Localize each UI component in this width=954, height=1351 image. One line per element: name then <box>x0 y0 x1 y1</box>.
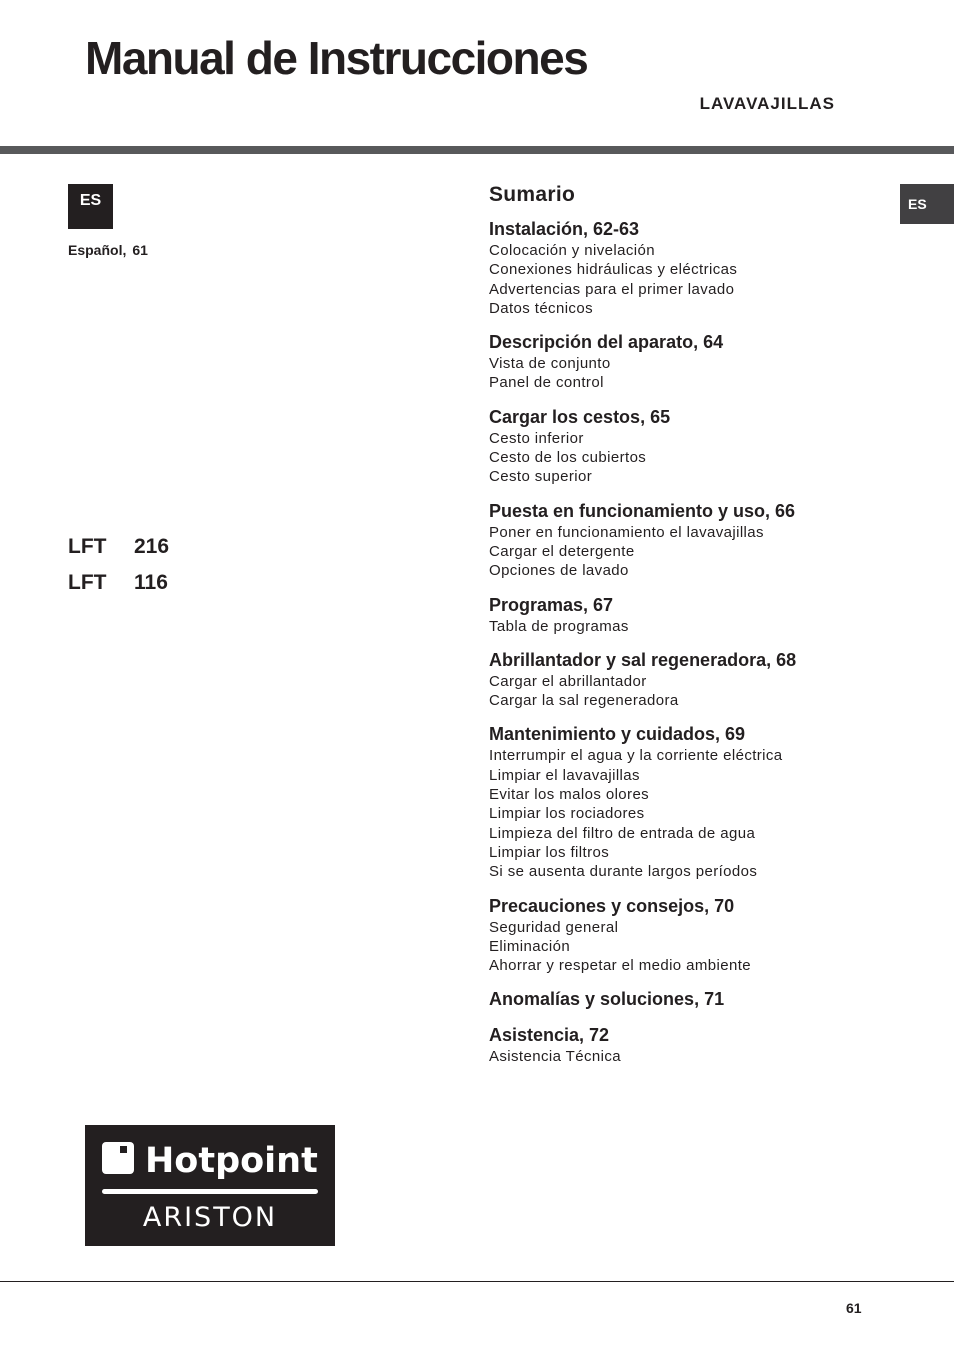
page-title: Manual de Instrucciones <box>85 32 588 84</box>
toc-section <box>489 723 889 881</box>
toc-subitem: Tabla de programas <box>489 617 629 635</box>
toc-subitem: Datos técnicos <box>489 299 593 317</box>
toc-subitem: Cesto superior <box>489 468 593 486</box>
model-list <box>68 535 169 607</box>
toc-section-title: Asistencia, 72 <box>489 1025 610 1046</box>
logo-square-icon <box>102 1142 134 1174</box>
toc-section-title: Mantenimiento y cuidados, 69 <box>489 724 746 745</box>
language-name: Español, <box>68 242 127 258</box>
logo-brand-bottom: ARISTON <box>142 1202 278 1233</box>
language-badge: ES <box>68 184 113 229</box>
language-page: 61 <box>132 242 148 258</box>
toc-subitem: Colocación y nivelación <box>489 242 655 259</box>
toc-subitem: Eliminación <box>489 937 571 955</box>
model-number: 116 <box>134 571 168 594</box>
toc-subitem: Evitar los malos olores <box>489 786 650 804</box>
toc-section <box>489 649 889 711</box>
toc-subitem: Poner en funcionamiento el lavavajillas <box>489 523 764 541</box>
product-category: LAVAVAJILLAS <box>699 94 835 113</box>
toc-heading: Sumario <box>489 183 576 206</box>
language-side-tab: ES <box>900 184 954 224</box>
toc-section <box>489 218 889 318</box>
hotpoint-ariston-logo <box>85 1125 335 1246</box>
toc-subitem: Seguridad general <box>489 918 619 936</box>
logo-divider <box>102 1189 318 1194</box>
toc-subitem: Interrumpir el agua y la corriente eléctrica <box>489 747 783 765</box>
model-entry <box>68 571 169 607</box>
logo-square-notch <box>120 1146 127 1153</box>
toc-subitem: Asistencia Técnica <box>489 1048 621 1066</box>
toc-subitem: Cargar el abrillantador <box>489 672 647 690</box>
toc-section <box>489 988 889 1011</box>
logo-brand-top: Hotpoint <box>145 1141 318 1181</box>
toc-subitem: Opciones de lavado <box>489 562 629 580</box>
toc-subitem: Conexiones hidráulicas y eléctricas <box>489 261 738 279</box>
language-index <box>68 242 148 258</box>
toc-subitem: Limpiar los filtros <box>489 843 610 861</box>
toc-section <box>489 1024 889 1066</box>
toc-subitem: Cesto inferior <box>489 429 584 447</box>
toc-subitem: Limpieza del filtro de entrada de agua <box>489 824 756 842</box>
brand-logo-graphic <box>85 1125 335 1246</box>
toc-section <box>489 594 889 636</box>
toc-subitem: Advertencias para el primer lavado <box>489 280 735 298</box>
page-number: 61 <box>846 1300 862 1316</box>
toc-section <box>489 500 889 581</box>
toc-subitem: Limpiar los rociadores <box>489 805 645 823</box>
table-of-contents <box>489 182 889 1080</box>
toc-subitem: Ahorrar y respetar el medio ambiente <box>489 957 752 975</box>
toc-section-title: Cargar los cestos, 65 <box>489 406 671 427</box>
model-code: LFT <box>68 535 107 558</box>
toc-sections <box>489 218 889 1067</box>
model-entry <box>68 535 169 571</box>
toc-section <box>489 406 889 487</box>
toc-section-title: Puesta en funcionamiento y uso, 66 <box>489 500 796 521</box>
toc-subitem: Cesto de los cubiertos <box>489 449 647 467</box>
footer-divider <box>0 1281 954 1282</box>
toc-subitem: Cargar la sal regeneradora <box>489 692 679 710</box>
toc-subitem: Limpiar el lavavajillas <box>489 766 640 784</box>
model-number: 216 <box>134 535 170 558</box>
toc-section-title: Abrillantador y sal regeneradora, 68 <box>489 649 797 670</box>
toc-subitem: Si se ausenta durante largos períodos <box>489 863 758 881</box>
header-divider <box>0 146 954 154</box>
toc-section-title: Precauciones y consejos, 70 <box>489 895 735 916</box>
toc-section-title: Anomalías y soluciones, 71 <box>489 989 725 1010</box>
toc-subitem: Panel de control <box>489 374 604 392</box>
model-code: LFT <box>68 571 107 594</box>
toc-subitem: Vista de conjunto <box>489 355 611 373</box>
toc-section <box>489 331 889 393</box>
toc-section <box>489 895 889 976</box>
toc-subitem: Cargar el detergente <box>489 542 635 560</box>
toc-section-title: Programas, 67 <box>489 594 614 615</box>
toc-section-title: Instalación, 62-63 <box>489 219 640 239</box>
toc-section-title: Descripción del aparato, 64 <box>489 332 724 353</box>
